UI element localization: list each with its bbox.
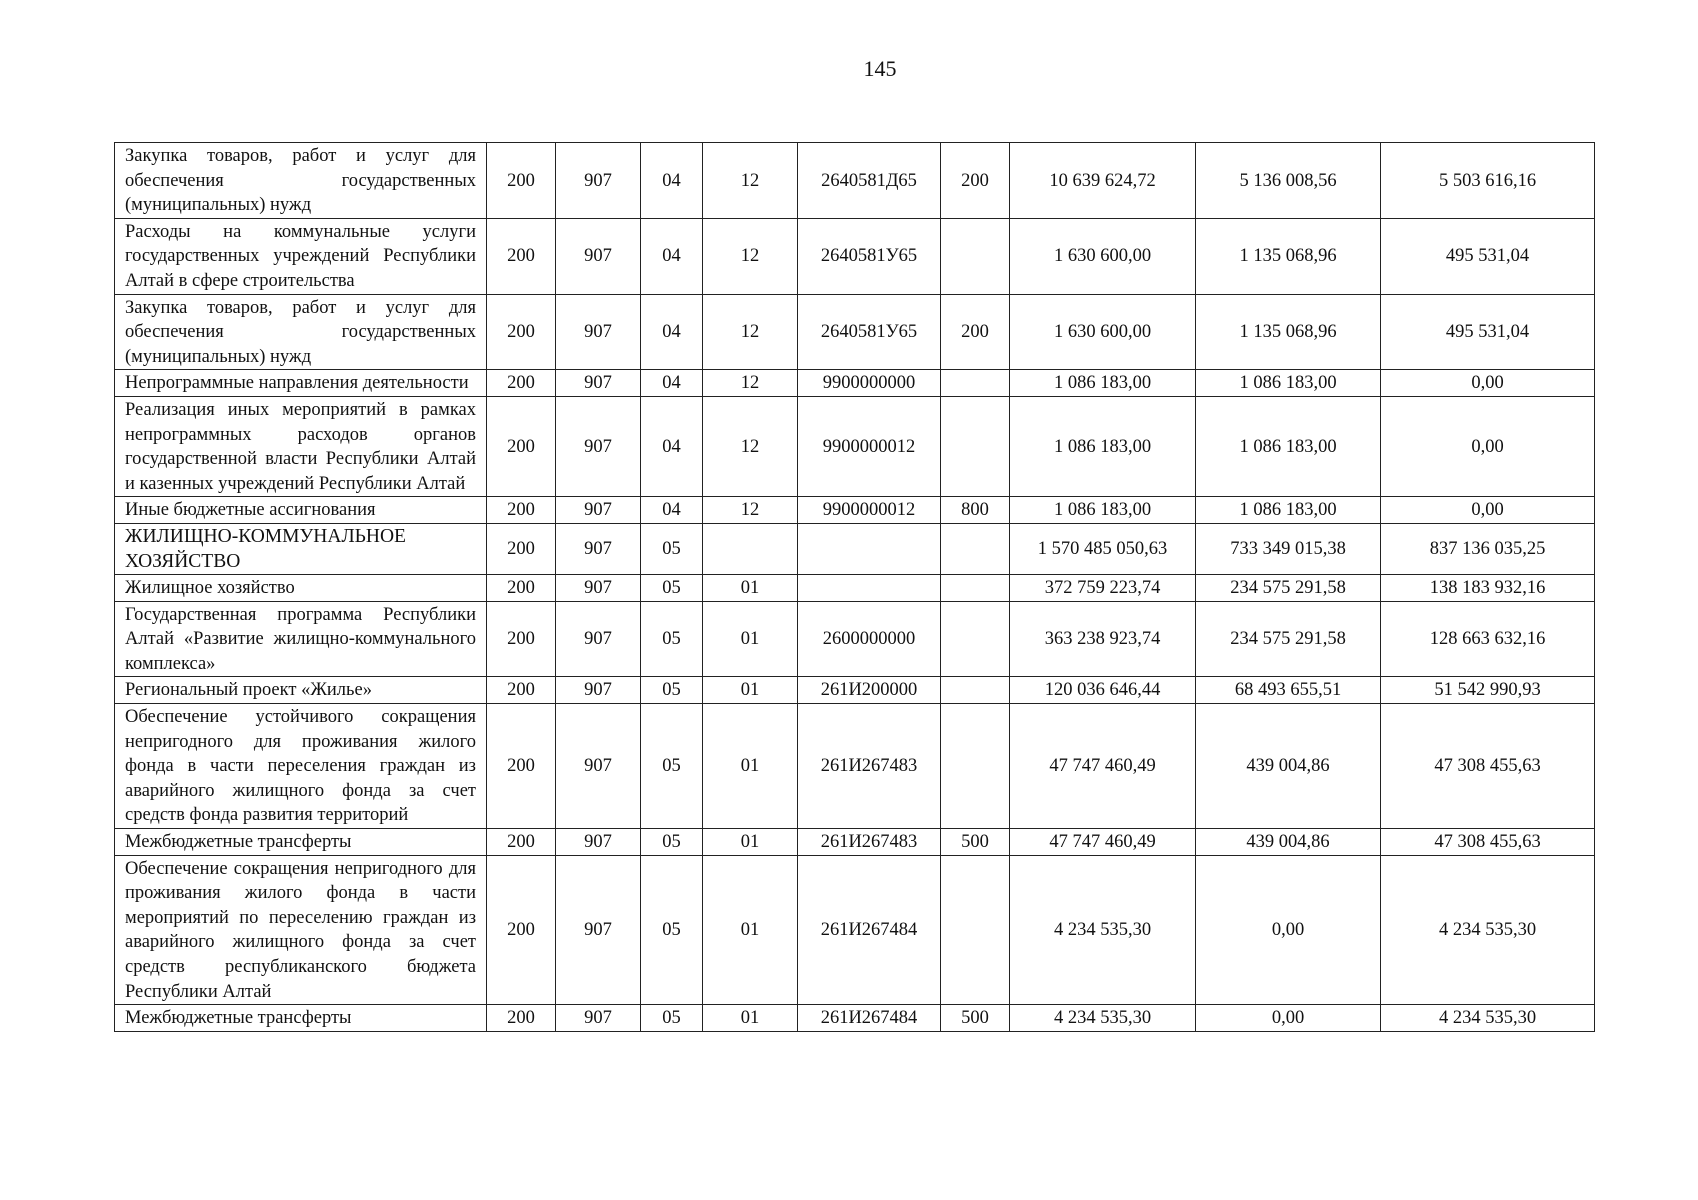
row-target-article: 261И267484 [798, 855, 941, 1005]
row-code-2: 907 [556, 704, 641, 829]
row-amount-approved: 47 747 460,49 [1010, 704, 1196, 829]
row-code-2: 907 [556, 575, 641, 602]
row-target-article: 261И200000 [798, 677, 941, 704]
row-amount-approved: 1 630 600,00 [1010, 218, 1196, 294]
table-row [115, 1005, 1595, 1032]
row-section: 05 [641, 677, 703, 704]
row-amount-remaining: 128 663 632,16 [1381, 601, 1595, 677]
row-amount-approved: 10 639 624,72 [1010, 143, 1196, 219]
row-code-2: 907 [556, 370, 641, 397]
row-subsection: 12 [703, 396, 798, 496]
table-row [115, 523, 1595, 574]
table-row [115, 218, 1595, 294]
row-section: 04 [641, 370, 703, 397]
row-code-1: 200 [487, 601, 556, 677]
row-amount-remaining: 51 542 990,93 [1381, 677, 1595, 704]
row-amount-executed: 1 086 183,00 [1196, 497, 1381, 524]
table-row [115, 829, 1595, 856]
row-amount-remaining: 837 136 035,25 [1381, 523, 1595, 574]
row-code-2: 907 [556, 143, 641, 219]
row-code-1: 200 [487, 575, 556, 602]
row-section: 04 [641, 143, 703, 219]
page-number: 145 [863, 56, 897, 81]
row-expense-type [941, 677, 1010, 704]
row-amount-executed: 1 135 068,96 [1196, 218, 1381, 294]
row-section: 05 [641, 601, 703, 677]
row-amount-executed: 0,00 [1196, 855, 1381, 1005]
row-code-2: 907 [556, 218, 641, 294]
table-row [115, 143, 1595, 219]
row-amount-executed: 1 086 183,00 [1196, 370, 1381, 397]
table-row [115, 294, 1595, 370]
budget-table [114, 142, 1595, 1032]
row-name: Жилищное хозяйство [115, 575, 487, 602]
table-row [115, 497, 1595, 524]
row-name: Закупка товаров, работ и услуг для обеспечения государственных (муниципальных) нужд [115, 143, 487, 219]
row-expense-type: 200 [941, 143, 1010, 219]
row-amount-executed: 1 135 068,96 [1196, 294, 1381, 370]
row-code-1: 200 [487, 497, 556, 524]
row-amount-remaining: 495 531,04 [1381, 294, 1595, 370]
row-target-article: 261И267483 [798, 704, 941, 829]
table-row [115, 704, 1595, 829]
row-code-1: 200 [487, 829, 556, 856]
row-expense-type [941, 704, 1010, 829]
row-amount-remaining: 138 183 932,16 [1381, 575, 1595, 602]
row-target-article: 2600000000 [798, 601, 941, 677]
row-name: Межбюджетные трансферты [115, 1005, 487, 1032]
row-code-1: 200 [487, 1005, 556, 1032]
row-amount-executed: 439 004,86 [1196, 704, 1381, 829]
row-amount-executed: 0,00 [1196, 1005, 1381, 1032]
row-amount-approved: 1 630 600,00 [1010, 294, 1196, 370]
row-name: ЖИЛИЩНО-КОММУНАЛЬНОЕ ХОЗЯЙСТВО [115, 523, 487, 574]
row-expense-type [941, 396, 1010, 496]
row-target-article: 9900000012 [798, 396, 941, 496]
row-name: Межбюджетные трансферты [115, 829, 487, 856]
table-body [115, 143, 1595, 1032]
row-amount-remaining: 0,00 [1381, 396, 1595, 496]
row-code-1: 200 [487, 294, 556, 370]
row-name: Непрограммные направления деятельности [115, 370, 487, 397]
row-amount-remaining: 47 308 455,63 [1381, 704, 1595, 829]
row-expense-type: 500 [941, 829, 1010, 856]
row-amount-approved: 372 759 223,74 [1010, 575, 1196, 602]
row-expense-type [941, 218, 1010, 294]
table-row [115, 601, 1595, 677]
row-amount-remaining: 47 308 455,63 [1381, 829, 1595, 856]
row-subsection: 12 [703, 218, 798, 294]
row-amount-executed: 234 575 291,58 [1196, 575, 1381, 602]
row-name: Реализация иных мероприятий в рамках непрограммных расходов органов государственной власти Республики Алтай и казенных учреждений Республики Алтай [115, 396, 487, 496]
row-section: 04 [641, 396, 703, 496]
row-amount-remaining: 495 531,04 [1381, 218, 1595, 294]
row-name: Иные бюджетные ассигнования [115, 497, 487, 524]
row-target-article: 261И267483 [798, 829, 941, 856]
row-name: Региональный проект «Жилье» [115, 677, 487, 704]
row-code-1: 200 [487, 523, 556, 574]
row-subsection: 01 [703, 601, 798, 677]
row-name: Расходы на коммунальные услуги государственных учреждений Республики Алтай в сфере строительства [115, 218, 487, 294]
row-section: 04 [641, 218, 703, 294]
row-subsection: 12 [703, 294, 798, 370]
row-code-2: 907 [556, 497, 641, 524]
row-target-article: 9900000012 [798, 497, 941, 524]
row-amount-approved: 4 234 535,30 [1010, 855, 1196, 1005]
table-row [115, 370, 1595, 397]
row-expense-type [941, 370, 1010, 397]
row-amount-approved: 1 086 183,00 [1010, 370, 1196, 397]
row-amount-approved: 120 036 646,44 [1010, 677, 1196, 704]
row-section: 05 [641, 704, 703, 829]
row-subsection: 12 [703, 143, 798, 219]
row-expense-type [941, 575, 1010, 602]
row-amount-approved: 1 570 485 050,63 [1010, 523, 1196, 574]
row-amount-executed: 234 575 291,58 [1196, 601, 1381, 677]
table-row [115, 396, 1595, 496]
row-target-article [798, 523, 941, 574]
row-code-1: 200 [487, 143, 556, 219]
row-amount-executed: 68 493 655,51 [1196, 677, 1381, 704]
row-code-2: 907 [556, 677, 641, 704]
row-expense-type: 200 [941, 294, 1010, 370]
row-name: Государственная программа Республики Алтай «Развитие жилищно-коммунального комплекса» [115, 601, 487, 677]
row-amount-approved: 47 747 460,49 [1010, 829, 1196, 856]
row-amount-approved: 1 086 183,00 [1010, 396, 1196, 496]
row-code-2: 907 [556, 601, 641, 677]
row-section: 05 [641, 1005, 703, 1032]
row-code-1: 200 [487, 855, 556, 1005]
row-subsection: 01 [703, 855, 798, 1005]
row-subsection: 01 [703, 829, 798, 856]
row-amount-remaining: 0,00 [1381, 370, 1595, 397]
row-code-2: 907 [556, 829, 641, 856]
row-amount-approved: 363 238 923,74 [1010, 601, 1196, 677]
row-amount-approved: 1 086 183,00 [1010, 497, 1196, 524]
row-code-2: 907 [556, 855, 641, 1005]
row-code-1: 200 [487, 218, 556, 294]
row-name: Обеспечение устойчивого сокращения непригодного для проживания жилого фонда в части переселения граждан из аварийного жилищного фонда за счет средств фонда развития территорий [115, 704, 487, 829]
row-code-1: 200 [487, 396, 556, 496]
row-expense-type: 800 [941, 497, 1010, 524]
row-name: Закупка товаров, работ и услуг для обеспечения государственных (муниципальных) нужд [115, 294, 487, 370]
row-target-article: 2640581У65 [798, 218, 941, 294]
row-subsection: 01 [703, 677, 798, 704]
row-amount-remaining: 0,00 [1381, 497, 1595, 524]
row-amount-approved: 4 234 535,30 [1010, 1005, 1196, 1032]
row-subsection: 12 [703, 370, 798, 397]
row-section: 05 [641, 523, 703, 574]
row-code-2: 907 [556, 294, 641, 370]
row-code-1: 200 [487, 704, 556, 829]
row-expense-type [941, 601, 1010, 677]
row-amount-executed: 439 004,86 [1196, 829, 1381, 856]
row-amount-executed: 733 349 015,38 [1196, 523, 1381, 574]
row-expense-type: 500 [941, 1005, 1010, 1032]
row-subsection [703, 523, 798, 574]
row-expense-type [941, 523, 1010, 574]
row-expense-type [941, 855, 1010, 1005]
row-subsection: 12 [703, 497, 798, 524]
row-amount-executed: 1 086 183,00 [1196, 396, 1381, 496]
row-amount-executed: 5 136 008,56 [1196, 143, 1381, 219]
row-target-article: 9900000000 [798, 370, 941, 397]
table-row [115, 855, 1595, 1005]
row-subsection: 01 [703, 704, 798, 829]
row-section: 04 [641, 497, 703, 524]
table-row [115, 575, 1595, 602]
row-target-article: 2640581Д65 [798, 143, 941, 219]
row-amount-remaining: 5 503 616,16 [1381, 143, 1595, 219]
row-code-1: 200 [487, 370, 556, 397]
row-section: 05 [641, 575, 703, 602]
row-target-article: 2640581У65 [798, 294, 941, 370]
row-name: Обеспечение сокращения непригодного для проживания жилого фонда в части мероприятий по переселению граждан из аварийного жилищного фонда за счет средств республиканского бюджета Республики Алтай [115, 855, 487, 1005]
row-target-article [798, 575, 941, 602]
row-code-2: 907 [556, 396, 641, 496]
row-code-1: 200 [487, 677, 556, 704]
row-target-article: 261И267484 [798, 1005, 941, 1032]
row-code-2: 907 [556, 523, 641, 574]
row-amount-remaining: 4 234 535,30 [1381, 1005, 1595, 1032]
table-row [115, 677, 1595, 704]
row-amount-remaining: 4 234 535,30 [1381, 855, 1595, 1005]
row-section: 05 [641, 855, 703, 1005]
row-section: 04 [641, 294, 703, 370]
row-subsection: 01 [703, 575, 798, 602]
row-section: 05 [641, 829, 703, 856]
row-subsection: 01 [703, 1005, 798, 1032]
row-code-2: 907 [556, 1005, 641, 1032]
